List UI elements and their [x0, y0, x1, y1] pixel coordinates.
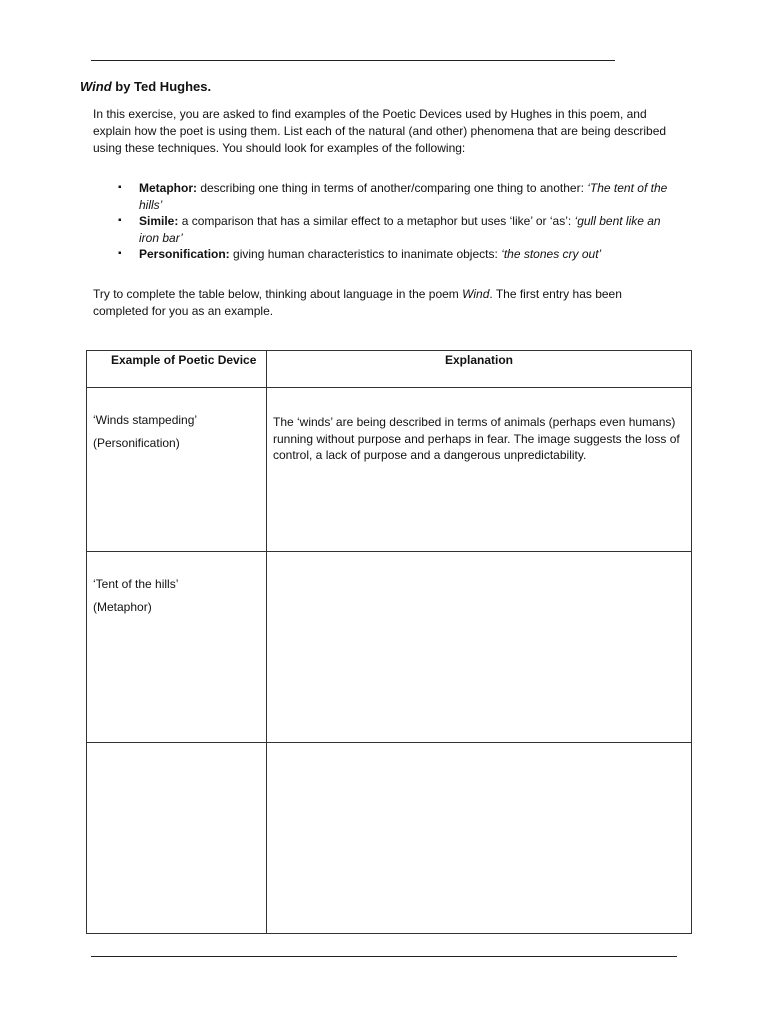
header-example: Example of Poetic Device [87, 351, 267, 388]
device-term: Metaphor: [139, 181, 197, 195]
instructions-poem: Wind [462, 287, 490, 301]
intro-paragraph: In this exercise, you are asked to find examples of the Poetic Devices used by Hughes in this poem, and explain how the poet is using them. List each of the natural (and other) phenomena that are being described using these techniques. You should look for examples of the following: [93, 107, 667, 155]
list-item-metaphor [118, 180, 678, 213]
device-definition-list [118, 180, 678, 263]
title-byline: by Ted Hughes. [111, 79, 212, 94]
example-cell [87, 388, 267, 552]
explanation-cell [267, 552, 692, 743]
table-row [87, 743, 692, 934]
explanation-cell: The ‘winds’ are being described in terms of animals (perhaps even humans) running without purpose and perhaps in fear. The image suggests the loss of control, a lack of purpose and a dangerous unpredictability. [267, 388, 692, 552]
poetic-devices-table [86, 350, 692, 934]
example-cell [87, 552, 267, 743]
bottom-rule [91, 956, 677, 957]
bullet-icon: ▪ [118, 215, 122, 226]
list-item-simile [118, 213, 678, 246]
instructions-before: Try to complete the table below, thinking about language in the poem [93, 287, 463, 301]
bullet-icon: ▪ [118, 182, 122, 193]
device-example: ‘The tent of the hills’ [139, 181, 668, 212]
example-quote: ‘Winds stampeding’ [93, 413, 198, 427]
table-row [87, 552, 692, 743]
example-device: (Personification) [93, 436, 180, 450]
example-quote: ‘Tent of the hills’ [93, 577, 179, 591]
device-example: ‘gull bent like an iron bar’ [139, 214, 661, 245]
table-row [87, 388, 692, 552]
device-example: ‘the stones cry out’ [501, 247, 602, 261]
instructions-paragraph [93, 286, 673, 320]
header-explanation: Explanation [267, 351, 692, 388]
list-item-personification [118, 246, 678, 263]
instructions-after: . The first entry has been completed for you as an example. [93, 287, 622, 318]
example-device: (Metaphor) [93, 600, 152, 614]
device-term: Personification: [139, 247, 230, 261]
top-rule [91, 60, 615, 61]
table-header-row [87, 351, 692, 388]
explanation-cell [267, 743, 692, 934]
device-term: Simile: [139, 214, 179, 228]
example-cell [87, 743, 267, 934]
document-title [80, 78, 211, 96]
poem-title: Wind [80, 79, 112, 94]
device-definition: a comparison that has a similar effect to a metaphor but uses ‘like’ or ‘as’: [178, 214, 575, 228]
bullet-icon: ▪ [118, 248, 122, 259]
device-definition: describing one thing in terms of another/comparing one thing to another: [197, 181, 588, 195]
device-definition: giving human characteristics to inanimate objects: [229, 247, 502, 261]
